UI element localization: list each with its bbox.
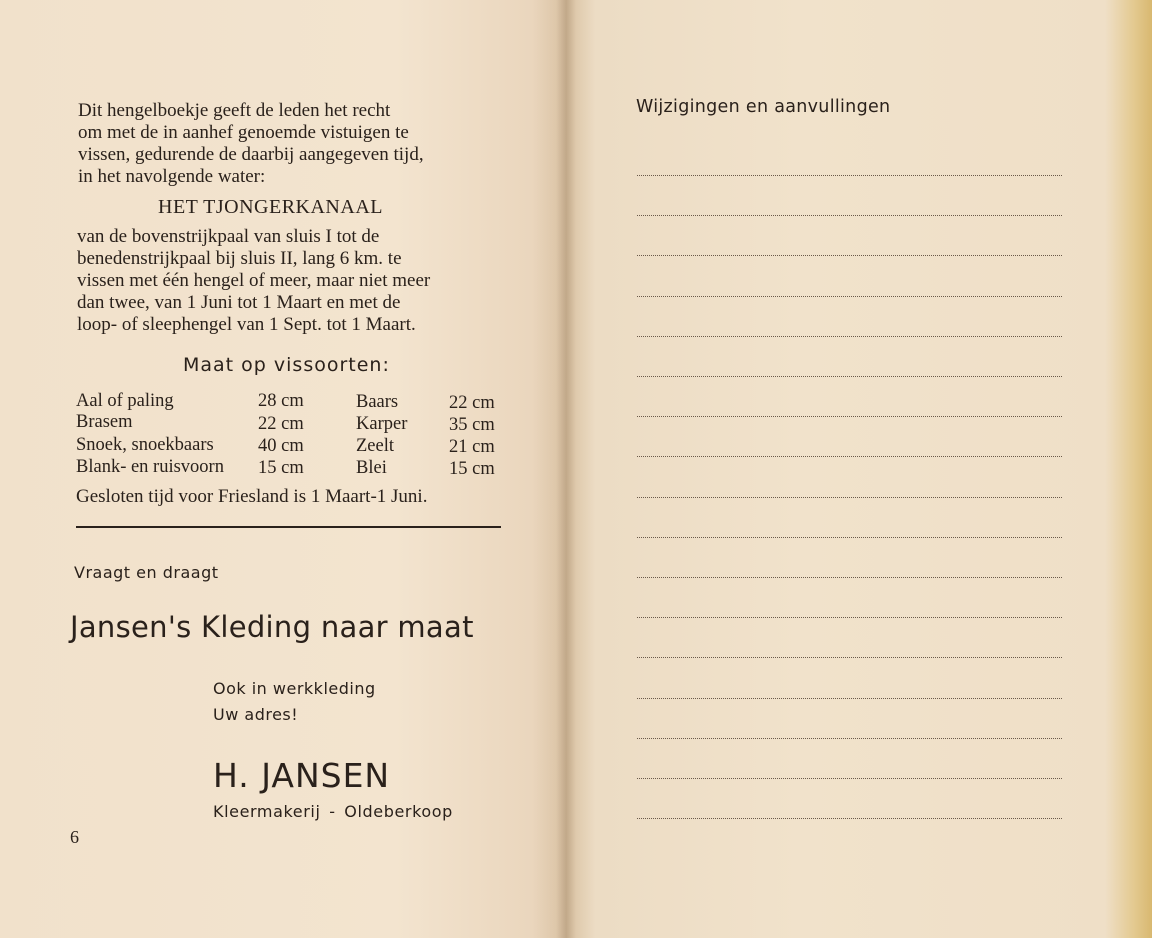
intro-line: Dit hengelboekje geeft de leden het recht <box>78 100 391 121</box>
fish-name: Blei <box>356 458 387 478</box>
fish-size: 21 cm <box>449 437 495 457</box>
book-gutter <box>556 0 576 938</box>
divider <box>76 526 501 528</box>
fish-name: Aal of paling <box>76 391 174 411</box>
blank-writing-line <box>637 456 1062 457</box>
fish-name: Karper <box>356 414 408 434</box>
water-heading: HET TJONGERKANAAL <box>158 196 383 218</box>
intro-line: in het navolgende water: <box>78 166 266 187</box>
fish-size: 15 cm <box>449 459 495 479</box>
blank-writing-line <box>637 416 1062 417</box>
intro-paragraph <box>78 100 424 188</box>
fish-name: Blank- en ruisvoorn <box>76 457 224 477</box>
right-page <box>566 0 1152 938</box>
left-page <box>0 0 566 938</box>
ad-tagline <box>213 676 376 728</box>
blank-writing-line <box>637 336 1062 337</box>
blank-writing-line <box>637 617 1062 618</box>
blank-writing-line <box>637 376 1062 377</box>
blank-writing-line <box>637 738 1062 739</box>
fish-size: 28 cm <box>258 391 304 411</box>
blank-writing-line <box>637 175 1062 176</box>
fish-size: 15 cm <box>258 458 304 478</box>
ad-tagline-line: Uw adres! <box>213 705 299 724</box>
page-number: 6 <box>70 827 79 847</box>
ad-business-name: H. JANSEN <box>213 756 391 795</box>
ad-tagline-line: Ook in werkkleding <box>213 679 376 698</box>
fish-size: 35 cm <box>449 415 495 435</box>
fish-size: 22 cm <box>258 414 304 434</box>
ad-business-trade: Kleermakerij - Oldeberkoop <box>213 802 453 821</box>
intro-line: om met de in aanhef genoemde vistuigen te <box>78 122 409 143</box>
fish-size-heading: Maat op vissoorten: <box>183 354 390 376</box>
ad-brand: Jansen's Kleding naar maat <box>70 610 474 644</box>
blank-writing-line <box>637 215 1062 216</box>
blank-writing-line <box>637 818 1062 819</box>
description-line: van de bovenstrijkpaal van sluis I tot de <box>77 226 380 247</box>
fish-size: 40 cm <box>258 436 304 456</box>
blank-writing-line <box>637 577 1062 578</box>
blank-writing-line <box>637 537 1062 538</box>
fish-name: Zeelt <box>356 436 395 456</box>
fish-name: Baars <box>356 392 399 412</box>
fish-name: Snoek, snoekbaars <box>76 435 214 455</box>
blank-writing-line <box>637 296 1062 297</box>
blank-writing-line <box>637 657 1062 658</box>
blank-writing-line <box>637 698 1062 699</box>
fish-size: 22 cm <box>449 393 495 413</box>
water-description <box>77 226 430 336</box>
intro-line: vissen, gedurende de daarbij aangegeven tijd, <box>78 144 424 165</box>
ad-intro: Vraagt en draagt <box>74 563 219 582</box>
blank-writing-line <box>637 778 1062 779</box>
changes-heading: Wijzigingen en aanvullingen <box>636 97 891 117</box>
blank-writing-line <box>637 255 1062 256</box>
description-line: vissen met één hengel of meer, maar niet meer <box>77 270 431 291</box>
description-line: dan twee, van 1 Juni tot 1 Maart en met de <box>77 292 401 313</box>
description-line: loop- of sleephengel van 1 Sept. tot 1 Maart. <box>77 314 416 335</box>
closed-season-note: Gesloten tijd voor Friesland is 1 Maart-1 Juni. <box>76 486 428 507</box>
fish-name: Brasem <box>76 412 133 432</box>
blank-writing-line <box>637 497 1062 498</box>
description-line: benedenstrijkpaal bij sluis II, lang 6 km. te <box>77 248 402 269</box>
